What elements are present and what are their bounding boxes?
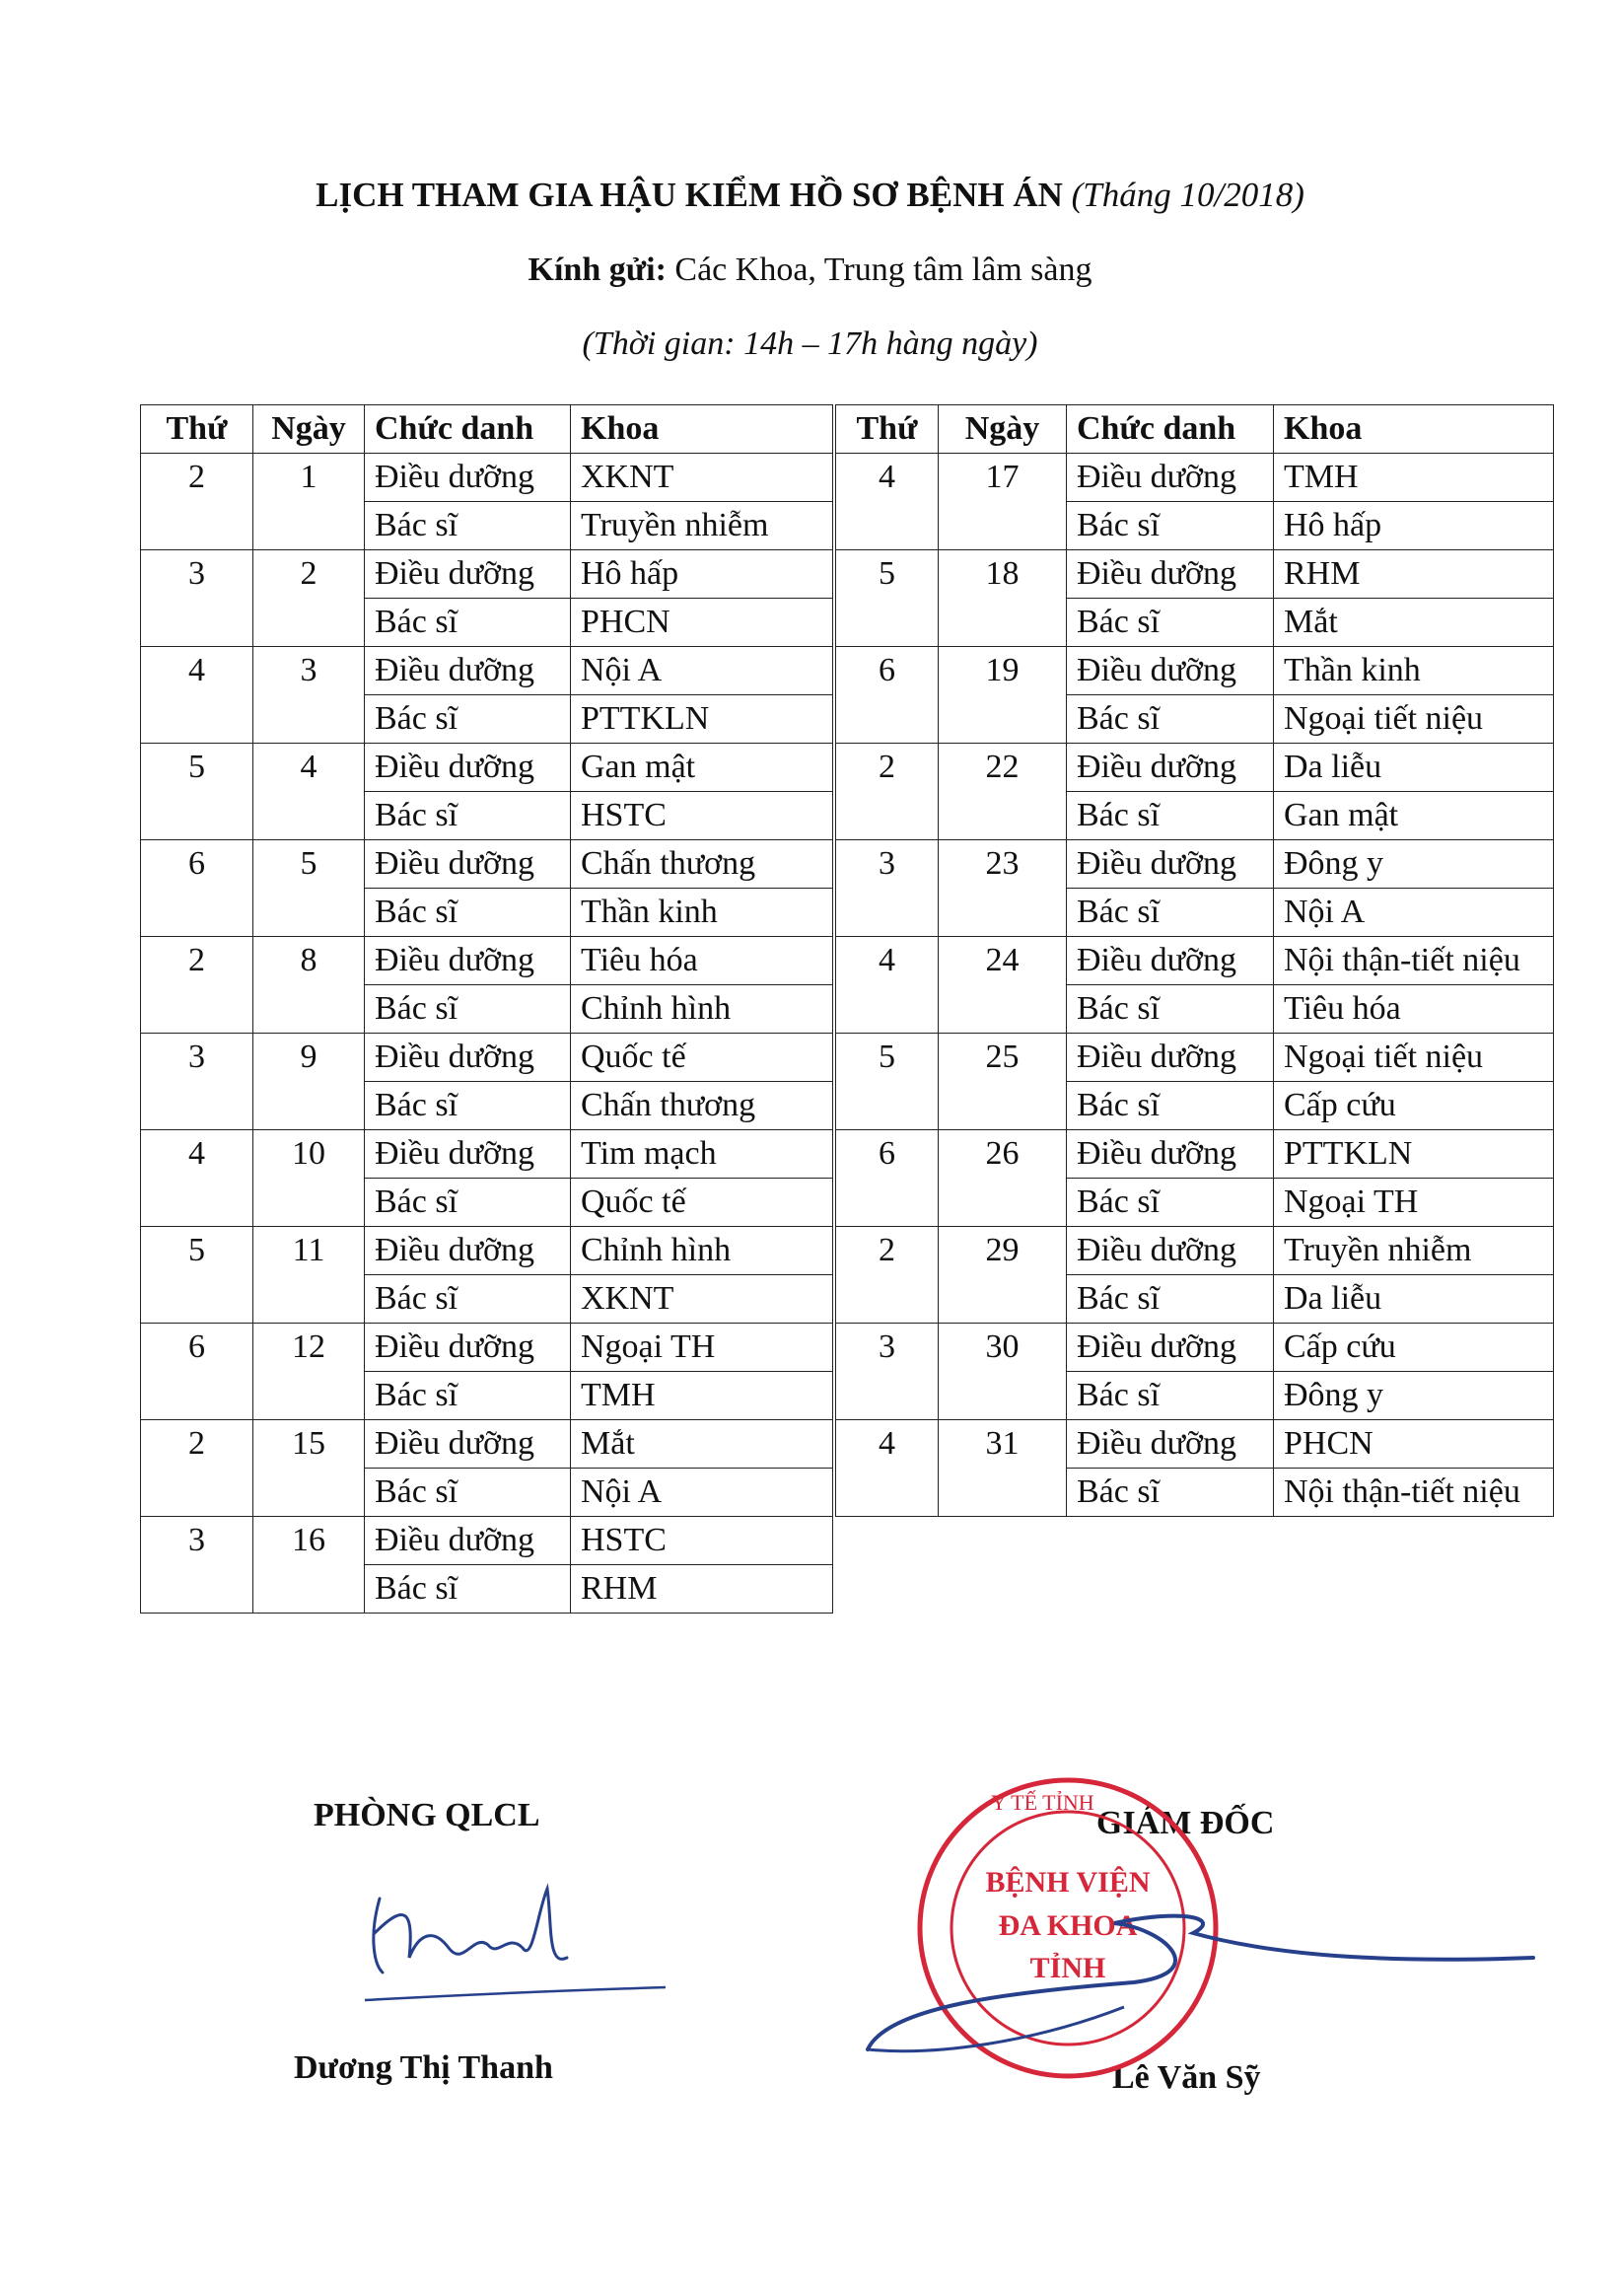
role-cell: Điều dưỡng: [1067, 1130, 1274, 1179]
weekday-cell: 3: [836, 1324, 939, 1420]
department-cell: Truyền nhiễm: [1274, 1227, 1554, 1275]
department-cell: Gan mật: [571, 744, 833, 792]
hospital-stamp: [920, 1780, 1216, 2076]
weekday-cell: 3: [141, 1517, 253, 1614]
department-cell: Nội A: [1274, 889, 1554, 937]
right-signer-name: Lê Văn Sỹ: [1112, 2059, 1261, 2096]
column-header: Chức danh: [365, 405, 571, 454]
role-cell: Bác sĩ: [365, 1372, 571, 1420]
date-cell: 22: [939, 744, 1067, 840]
date-cell: 30: [939, 1324, 1067, 1420]
column-header: Khoa: [1274, 405, 1554, 454]
role-cell: Bác sĩ: [1067, 792, 1274, 840]
date-cell: 8: [253, 937, 365, 1034]
role-cell: Bác sĩ: [365, 889, 571, 937]
role-cell: Điều dưỡng: [365, 1420, 571, 1469]
department-cell: Cấp cứu: [1274, 1324, 1554, 1372]
weekday-cell: 5: [141, 1227, 253, 1324]
date-cell: 26: [939, 1130, 1067, 1227]
left-signer-name: Dương Thị Thanh: [294, 2049, 553, 2086]
date-cell: 18: [939, 550, 1067, 647]
role-cell: Bác sĩ: [365, 502, 571, 550]
role-cell: Điều dưỡng: [1067, 744, 1274, 792]
role-cell: Điều dưỡng: [1067, 840, 1274, 889]
weekday-cell: 3: [836, 840, 939, 937]
role-cell: Điều dưỡng: [365, 1130, 571, 1179]
department-cell: Tim mạch: [571, 1130, 833, 1179]
weekday-cell: 4: [836, 454, 939, 550]
date-cell: 29: [939, 1227, 1067, 1324]
department-cell: Hô hấp: [1274, 502, 1554, 550]
weekday-cell: 4: [141, 1130, 253, 1227]
weekday-cell: 5: [836, 1034, 939, 1130]
stamp-line-3: TỈNH: [1029, 1952, 1106, 1984]
title-main: LỊCH THAM GIA HẬU KIỂM HỒ SƠ BỆNH ÁN: [316, 176, 1063, 214]
department-cell: Truyền nhiễm: [571, 502, 833, 550]
role-cell: Bác sĩ: [365, 1082, 571, 1130]
role-cell: Điều dưỡng: [1067, 550, 1274, 599]
department-cell: HSTC: [571, 1517, 833, 1565]
role-cell: Bác sĩ: [1067, 599, 1274, 647]
department-cell: Nội thận-tiết niệu: [1274, 1469, 1554, 1517]
department-cell: RHM: [571, 1565, 833, 1614]
weekday-cell: 3: [141, 1034, 253, 1130]
weekday-cell: 2: [141, 454, 253, 550]
department-cell: Ngoại TH: [1274, 1179, 1554, 1227]
column-header: Khoa: [571, 405, 833, 454]
weekday-cell: 2: [141, 937, 253, 1034]
column-header: Ngày: [253, 405, 365, 454]
department-cell: Chấn thương: [571, 840, 833, 889]
title-month: (Tháng 10/2018): [1071, 176, 1304, 214]
role-cell: Bác sĩ: [365, 599, 571, 647]
weekday-cell: 2: [836, 1227, 939, 1324]
department-cell: Mắt: [571, 1420, 833, 1469]
role-cell: Bác sĩ: [1067, 695, 1274, 744]
date-cell: 5: [253, 840, 365, 937]
role-cell: Điều dưỡng: [1067, 454, 1274, 502]
role-cell: Điều dưỡng: [365, 550, 571, 599]
department-cell: Chỉnh hình: [571, 985, 833, 1034]
date-cell: 11: [253, 1227, 365, 1324]
column-header: Ngày: [939, 405, 1067, 454]
department-cell: Nội thận-tiết niệu: [1274, 937, 1554, 985]
department-cell: PHCN: [1274, 1420, 1554, 1469]
date-cell: 17: [939, 454, 1067, 550]
date-cell: 1: [253, 454, 365, 550]
date-cell: 24: [939, 937, 1067, 1034]
role-cell: Điều dưỡng: [1067, 937, 1274, 985]
department-cell: Nội A: [571, 647, 833, 695]
role-cell: Bác sĩ: [365, 695, 571, 744]
column-header: Chức danh: [1067, 405, 1274, 454]
role-cell: Bác sĩ: [365, 1469, 571, 1517]
department-cell: Hô hấp: [571, 550, 833, 599]
weekday-cell: 2: [141, 1420, 253, 1517]
department-cell: Cấp cứu: [1274, 1082, 1554, 1130]
role-cell: Bác sĩ: [1067, 1082, 1274, 1130]
stamp-ring-text: Y TẾ TỈNH: [991, 1790, 1094, 1815]
department-cell: HSTC: [571, 792, 833, 840]
weekday-cell: 4: [141, 647, 253, 744]
role-cell: Bác sĩ: [365, 985, 571, 1034]
role-cell: Bác sĩ: [365, 1275, 571, 1324]
department-cell: RHM: [1274, 550, 1554, 599]
weekday-cell: 6: [141, 840, 253, 937]
role-cell: Bác sĩ: [365, 1179, 571, 1227]
role-cell: Bác sĩ: [1067, 1372, 1274, 1420]
date-cell: 15: [253, 1420, 365, 1517]
right-signature: [868, 1916, 1533, 2051]
department-cell: XKNT: [571, 454, 833, 502]
department-cell: TMH: [571, 1372, 833, 1420]
weekday-cell: 5: [836, 550, 939, 647]
department-cell: Mắt: [1274, 599, 1554, 647]
date-cell: 16: [253, 1517, 365, 1614]
role-cell: Bác sĩ: [1067, 985, 1274, 1034]
department-cell: Thần kinh: [571, 889, 833, 937]
date-cell: 9: [253, 1034, 365, 1130]
department-cell: TMH: [1274, 454, 1554, 502]
role-cell: Điều dưỡng: [365, 1034, 571, 1082]
department-cell: Tiêu hóa: [1274, 985, 1554, 1034]
department-cell: Đông y: [1274, 840, 1554, 889]
date-cell: 25: [939, 1034, 1067, 1130]
department-cell: Da liễu: [1274, 744, 1554, 792]
date-cell: 31: [939, 1420, 1067, 1517]
weekday-cell: 3: [141, 550, 253, 647]
department-cell: Quốc tế: [571, 1179, 833, 1227]
role-cell: Điều dưỡng: [365, 937, 571, 985]
role-cell: Bác sĩ: [365, 1565, 571, 1614]
recipient-label: Kính gửi:: [528, 251, 667, 288]
weekday-cell: 4: [836, 937, 939, 1034]
role-cell: Điều dưỡng: [1067, 1034, 1274, 1082]
role-cell: Bác sĩ: [365, 792, 571, 840]
department-cell: Chấn thương: [571, 1082, 833, 1130]
department-cell: PTTKLN: [1274, 1130, 1554, 1179]
weekday-cell: 6: [836, 1130, 939, 1227]
weekday-cell: 5: [141, 744, 253, 840]
department-cell: Da liễu: [1274, 1275, 1554, 1324]
department-cell: PHCN: [571, 599, 833, 647]
role-cell: Điều dưỡng: [365, 840, 571, 889]
weekday-cell: 4: [836, 1420, 939, 1517]
column-header: Thứ: [836, 405, 939, 454]
department-cell: Thần kinh: [1274, 647, 1554, 695]
role-cell: Bác sĩ: [1067, 502, 1274, 550]
role-cell: Điều dưỡng: [365, 744, 571, 792]
left-signature: [365, 1889, 666, 2000]
role-cell: Điều dưỡng: [365, 454, 571, 502]
stamp-line-1: BỆNH VIỆN: [985, 1866, 1151, 1899]
date-cell: 2: [253, 550, 365, 647]
time-note: (Thời gian: 14h – 17h hàng ngày): [582, 325, 1038, 362]
weekday-cell: 6: [141, 1324, 253, 1420]
left-signer-role: PHÒNG QLCL: [314, 1797, 540, 1833]
role-cell: Điều dưỡng: [365, 1227, 571, 1275]
department-cell: XKNT: [571, 1275, 833, 1324]
department-cell: Đông y: [1274, 1372, 1554, 1420]
stamp-line-2: ĐA KHOA: [998, 1909, 1138, 1942]
role-cell: Điều dưỡng: [365, 1517, 571, 1565]
date-cell: 3: [253, 647, 365, 744]
recipient-value: Các Khoa, Trung tâm lâm sàng: [674, 251, 1092, 288]
role-cell: Điều dưỡng: [1067, 1324, 1274, 1372]
date-cell: 10: [253, 1130, 365, 1227]
role-cell: Điều dưỡng: [365, 1324, 571, 1372]
role-cell: Điều dưỡng: [1067, 647, 1274, 695]
role-cell: Bác sĩ: [1067, 1275, 1274, 1324]
role-cell: Bác sĩ: [1067, 1179, 1274, 1227]
role-cell: Điều dưỡng: [365, 647, 571, 695]
department-cell: Ngoại tiết niệu: [1274, 1034, 1554, 1082]
department-cell: Ngoại tiết niệu: [1274, 695, 1554, 744]
department-cell: Gan mật: [1274, 792, 1554, 840]
department-cell: PTTKLN: [571, 695, 833, 744]
date-cell: 12: [253, 1324, 365, 1420]
date-cell: 23: [939, 840, 1067, 937]
department-cell: Quốc tế: [571, 1034, 833, 1082]
right-signer-role: GIÁM ĐỐC: [1096, 1805, 1275, 1841]
role-cell: Điều dưỡng: [1067, 1420, 1274, 1469]
role-cell: Điều dưỡng: [1067, 1227, 1274, 1275]
weekday-cell: 2: [836, 744, 939, 840]
date-cell: 4: [253, 744, 365, 840]
department-cell: Chỉnh hình: [571, 1227, 833, 1275]
weekday-cell: 6: [836, 647, 939, 744]
date-cell: 19: [939, 647, 1067, 744]
role-cell: Bác sĩ: [1067, 1469, 1274, 1517]
column-header: Thứ: [141, 405, 253, 454]
department-cell: Tiêu hóa: [571, 937, 833, 985]
department-cell: Nội A: [571, 1469, 833, 1517]
role-cell: Bác sĩ: [1067, 889, 1274, 937]
department-cell: Ngoại TH: [571, 1324, 833, 1372]
